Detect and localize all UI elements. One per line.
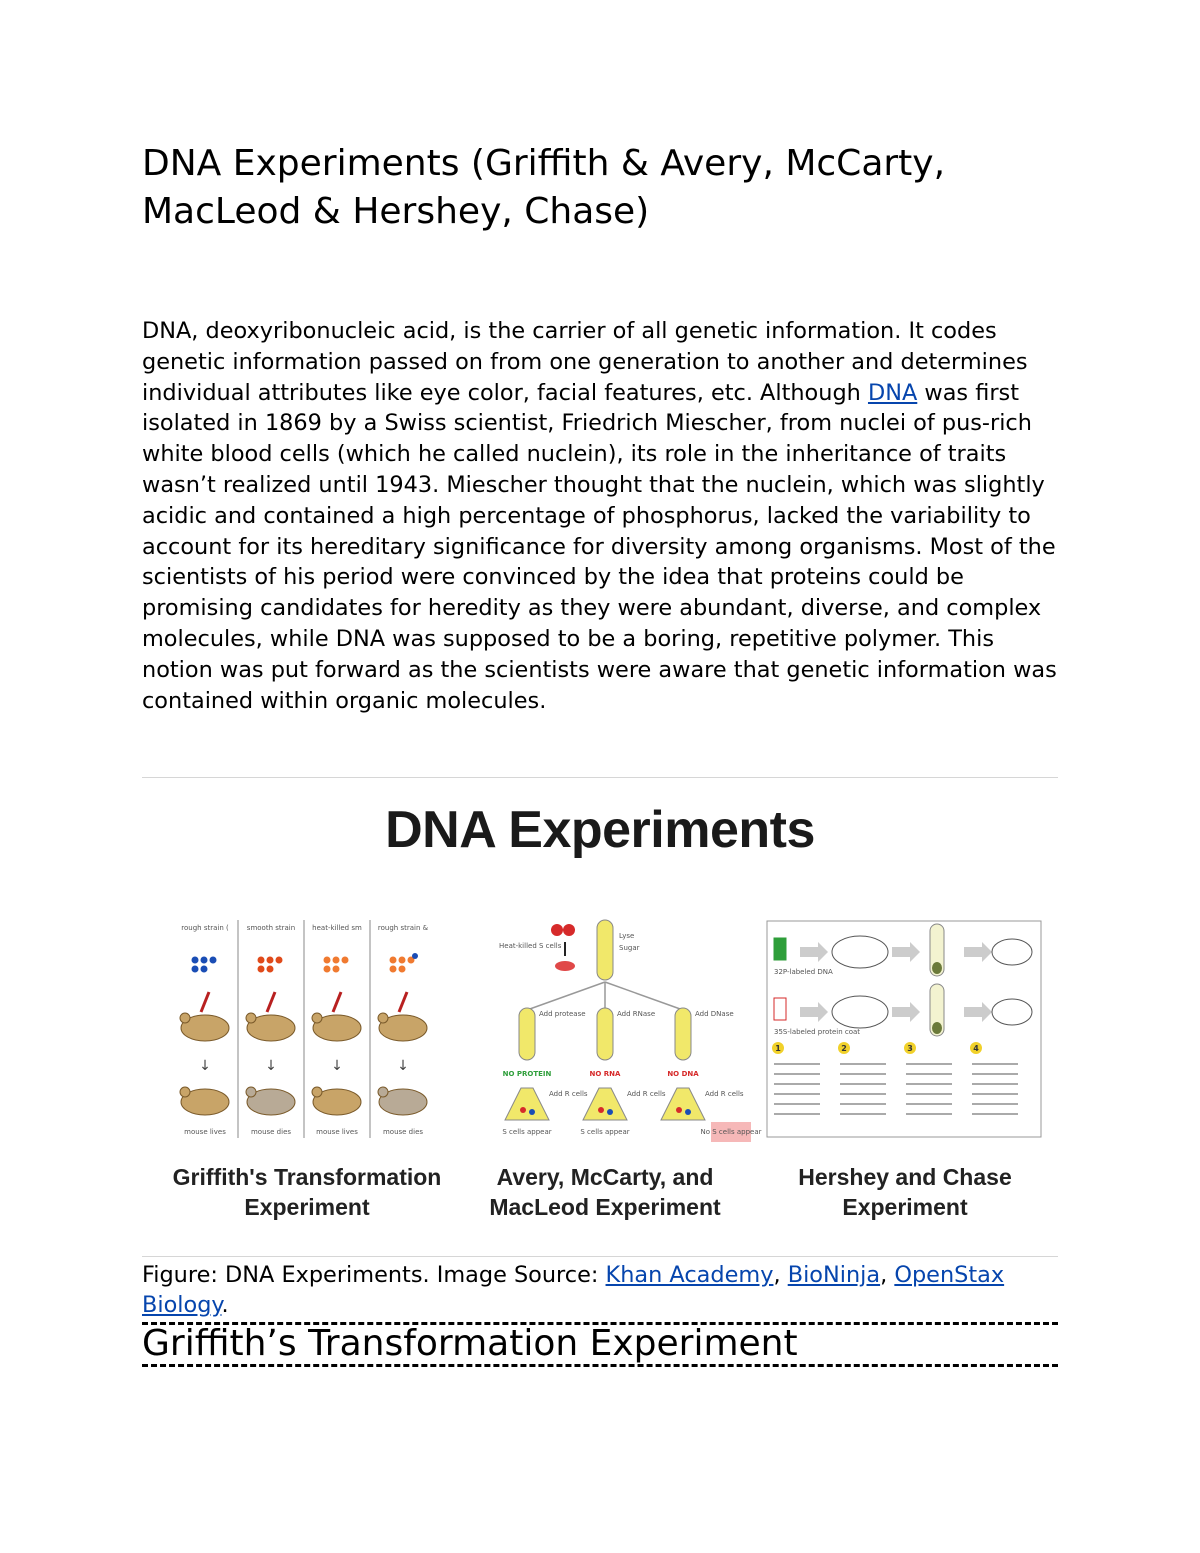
avery-outcome: S cells appear	[580, 1128, 630, 1136]
test-tube-icon	[519, 1008, 535, 1060]
enzyme-label: Add RNase	[617, 1010, 656, 1018]
result-label: NO RNA	[589, 1070, 621, 1078]
bacterium-icon	[390, 957, 397, 964]
heat-label: Heat-killed S cells	[499, 942, 562, 950]
sugar-label: Sugar	[619, 944, 640, 952]
hershey-chase-diagram	[766, 920, 1042, 1140]
bacterium-icon	[992, 939, 1032, 965]
griffith-caption: Griffith's Transformation Experiment	[172, 1164, 442, 1220]
add-r-label: Add R cells	[627, 1090, 666, 1098]
add-r-label: Add R cells	[549, 1090, 588, 1098]
bacterium-icon	[258, 957, 265, 964]
griffith-outcome: mouse lives	[184, 1128, 226, 1136]
avery-outcome: S cells appear	[502, 1128, 552, 1136]
test-tube-icon	[597, 1008, 613, 1060]
avery-outcome: No S cells appear	[700, 1128, 762, 1136]
griffith-outcome: mouse dies	[250, 1128, 292, 1136]
bacterium-icon	[267, 957, 274, 964]
flask-icon	[583, 1088, 627, 1120]
bacterium-icon	[412, 953, 418, 959]
griffith-col-label: smooth strain	[246, 924, 296, 932]
bacterium-icon	[258, 966, 265, 973]
griffith-col-label: heat-killed sm	[312, 924, 362, 932]
bacterium-icon	[390, 966, 397, 973]
flask-icon	[505, 1088, 549, 1120]
bacterium-icon	[399, 966, 406, 973]
bacterium-icon	[399, 957, 406, 964]
enzyme-label: Add protease	[539, 1010, 586, 1018]
heatkilled-cell-icon	[551, 924, 563, 936]
bacterium-icon	[832, 996, 888, 1028]
griffith-outcome: mouse lives	[316, 1128, 358, 1136]
add-r-label: Add R cells	[705, 1090, 744, 1098]
griffith-outcome: mouse dies	[382, 1128, 424, 1136]
bacterium-icon	[267, 966, 274, 973]
result-label: NO PROTEIN	[502, 1070, 552, 1078]
page-title: DNA Experiments (Griffith & Avery, McCarty, MacLeod & Hershey, Chase)	[142, 143, 946, 232]
avery-diagram	[487, 920, 762, 1145]
bacterium-icon	[342, 957, 349, 964]
rule-lower	[142, 1364, 1058, 1367]
griffith-col-label: rough strain &	[377, 924, 429, 932]
phage-icon	[774, 938, 786, 960]
hc-label: 35S-labeled protein coat	[774, 1028, 861, 1036]
figure-caption: Figure: DNA Experiments. Image Source: Khan Academy, BioNinja, OpenStax Biology.	[142, 1262, 1005, 1318]
griffith-diagram	[172, 920, 442, 1140]
bacterium-icon	[192, 966, 199, 973]
bacterium-icon	[992, 999, 1032, 1025]
figure-title: DNA Experiments	[385, 801, 815, 859]
enzyme-label: Add DNase	[695, 1010, 734, 1018]
griffith-col-label: rough strain (	[181, 924, 229, 932]
source-link-bioninja[interactable]: BioNinja	[787, 1262, 881, 1288]
svg-text:4: 4	[973, 1044, 979, 1053]
syringe-icon	[399, 992, 407, 1012]
avery-caption: Avery, McCarty, and MacLeod Experiment	[489, 1164, 721, 1220]
hc-label: 32P-labeled DNA	[774, 968, 833, 976]
bacterium-icon	[201, 966, 208, 973]
arrow-down-icon: ↓	[199, 1058, 211, 1074]
arrow-down-icon: ↓	[265, 1058, 277, 1074]
bacterium-icon	[276, 957, 283, 964]
bacterium-icon	[201, 957, 208, 964]
arrow-down-icon: ↓	[397, 1058, 409, 1074]
divider-top	[142, 777, 1058, 778]
svg-text:3: 3	[907, 1044, 913, 1053]
bacterium-icon	[333, 966, 340, 973]
bacterium-icon	[324, 966, 331, 973]
dna-link[interactable]: DNA	[867, 379, 918, 406]
source-link-openstax[interactable]: OpenStax Biology	[142, 1262, 1005, 1318]
lyse-label: Lyse	[619, 932, 635, 940]
syringe-icon	[267, 992, 275, 1012]
svg-text:1: 1	[775, 1044, 781, 1053]
bacterium-icon	[210, 957, 217, 964]
result-label: NO DNA	[667, 1070, 699, 1078]
dna-experiments-figure	[142, 790, 1058, 1255]
syringe-icon	[201, 992, 209, 1012]
bacterium-icon	[333, 957, 340, 964]
arrow-down-icon: ↓	[331, 1058, 343, 1074]
syringe-icon	[333, 992, 341, 1012]
hershey-caption: Hershey and Chase Experiment	[798, 1164, 1012, 1220]
bacterium-icon	[192, 957, 199, 964]
intro-text-1: DNA, deoxyribonucleic acid, is the carrier of all genetic information. It codes genetic information passed on from one generation to another and determines individual attributes like eye color, facial features, etc. Although	[142, 318, 1028, 406]
flask-icon	[661, 1088, 705, 1120]
phage-icon	[774, 998, 786, 1020]
bacterium-icon	[324, 957, 331, 964]
divider-bottom	[142, 1256, 1058, 1257]
source-link-khan[interactable]: Khan Academy	[605, 1262, 774, 1288]
svg-text:2: 2	[841, 1044, 847, 1053]
test-tube-icon	[675, 1008, 691, 1060]
intro-paragraph	[142, 316, 1062, 716]
section-heading: Griffith’s Transformation Experiment	[142, 1323, 798, 1364]
bacterium-icon	[832, 936, 888, 968]
intro-text-2: was first isolated in 1869 by a Swiss scientist, Friedrich Miescher, from nuclei of pus-rich white blood cells (which he called nuclein), its role in the inheritance of traits wasn’t realized until 1943. Miescher thought that the nuclein, which was slightly acidic and contained a high percentage of phosphorus, lacked the variability to account for its hereditary significance for diversity among organisms. Most of the scientists of his period were convinced by the idea that proteins could be promising candidates for heredity as they were abundant, diverse, and complex molecules, while DNA was supposed to be a boring, repetitive polymer. This notion was put forward as the scientists were aware that genetic information was contained within organic molecules.	[142, 379, 1057, 714]
